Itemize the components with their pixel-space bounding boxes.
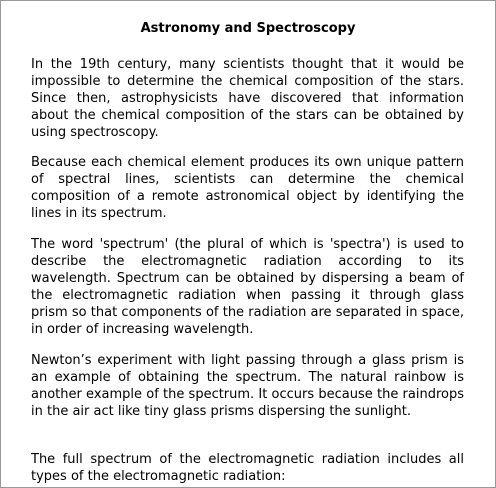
paragraph-spectral-lines: Because each chemical element produces its own unique pattern of spectral lines, scientists can determine the chemical composition of a remote astronomical object by identifying the lines in its spectrum. (31, 155, 464, 221)
paragraph-newton-experiment: Newton’s experiment with light passing through a glass prism is an example of obtaining the spectrum. The natural rainbow is another example of the spectrum. It occurs because the raindrops in the air act like tiny glass prisms dispersing the sunlight. (31, 353, 464, 419)
paragraph-spectrum-definition: The word 'spectrum' (the plural of which is 'spectra') is used to describe the electromagnetic radiation according to its wavelength. Spectrum can be obtained by dispersing a beam of the electromagnetic radiation when passing it through glass prism so that components of the radiation are separated in space, in order of increasing wavelength. (31, 237, 464, 337)
document-title: Astronomy and Spectroscopy (140, 21, 356, 36)
paragraph-chemical-composition: In the 19th century, many scientists thought that it would be impossible to determine the chemical composition of the stars. Since then, astrophysicists have discovered that information about the chemical composition of the stars can be obtained by using spectroscopy. (31, 57, 464, 140)
paragraph-full-spectrum: The full spectrum of the electromagnetic radiation includes all types of the electromagnetic radiation: (31, 452, 464, 484)
